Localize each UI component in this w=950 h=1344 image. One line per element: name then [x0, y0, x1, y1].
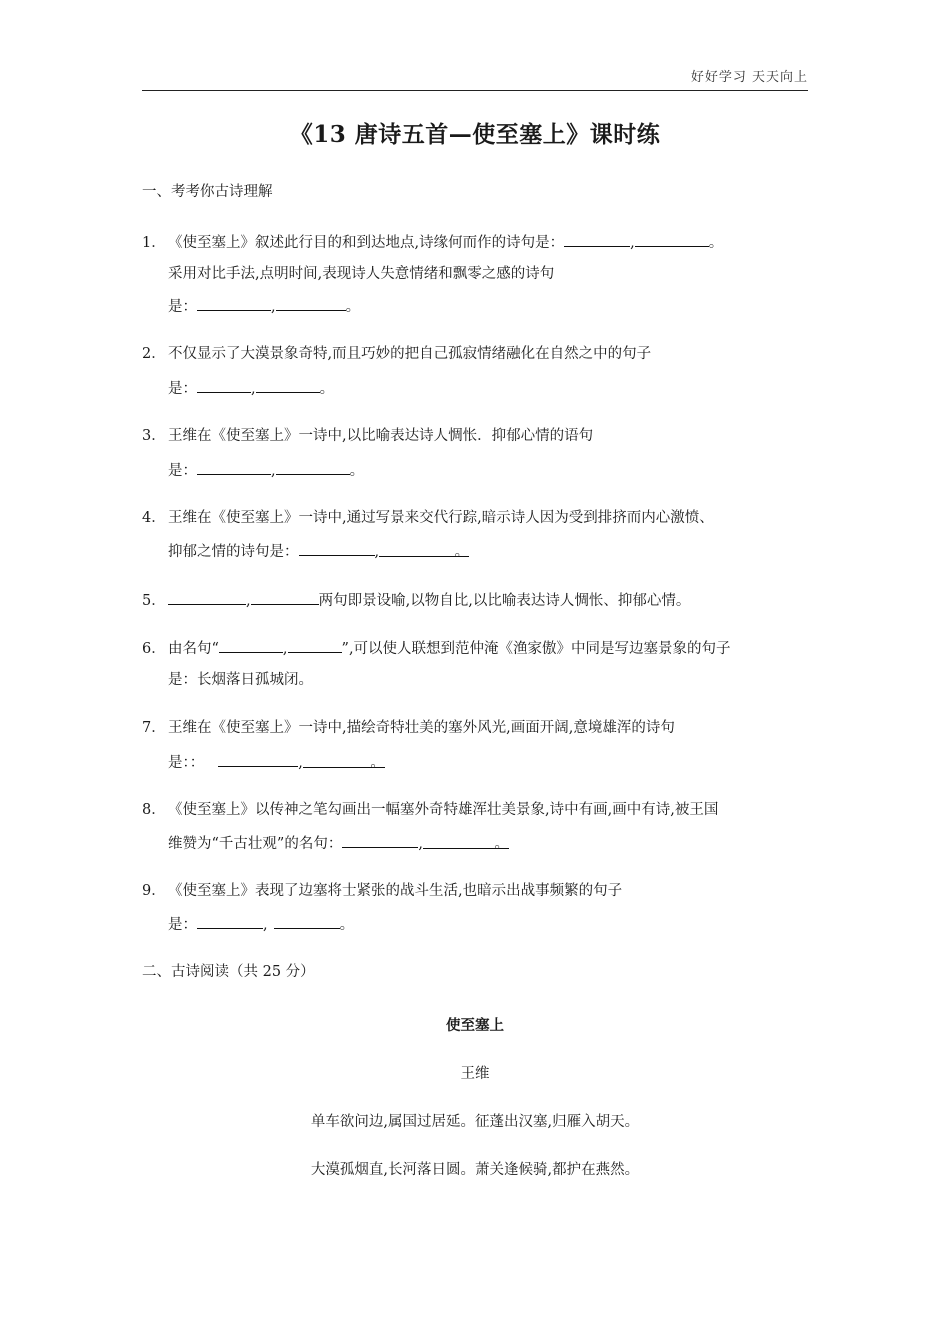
answer-blank[interactable]: 。	[379, 542, 469, 557]
question-9-line-2: 是： , 。	[168, 914, 354, 935]
answer-blank[interactable]	[299, 541, 375, 556]
answer-blank[interactable]: 。	[423, 834, 509, 849]
question-text: 《使至塞上》叙述此行目的和到达地点,诗缘何而作的诗句是：	[168, 235, 565, 251]
answer-blank[interactable]: 。	[303, 753, 385, 768]
question-2	[142, 344, 651, 364]
question-number: 9．	[142, 883, 166, 899]
question-1: 1． 《使至塞上》叙述此行目的和到达地点,诗缘何而作的诗句是： , 。	[142, 232, 723, 253]
question-5: 5． , 两句即景设喻,以物自比,以比喻表达诗人惆怅、抑郁心情。	[142, 590, 690, 611]
answer-blank[interactable]	[288, 638, 342, 653]
question-7	[142, 718, 675, 738]
question-6: 6． 由名句“ , ”,可以使人联想到范仲淹《渔家傲》中同是写边塞景象的句子	[142, 638, 731, 659]
question-1-line-2: 采用对比手法,点明时间,表现诗人失意情绪和飘零之感的诗句	[168, 266, 555, 282]
question-number: 1．	[142, 235, 166, 251]
section-1-heading: 一、考考你古诗理解	[142, 184, 273, 200]
poem-line: 单车欲问边,属国过居延。征蓬出汉塞,归雁入胡天。	[310, 1114, 640, 1130]
section-2-heading: 二、古诗阅读（共 25 分）	[142, 964, 315, 980]
answer-blank[interactable]	[635, 232, 709, 247]
question-1-line-3: 是： , 。	[168, 296, 360, 317]
question-text: 两句即景设喻,以物自比,以比喻表达诗人惆怅、抑郁心情。	[318, 593, 691, 609]
question-text: 不仅显示了大漠景象奇特,而且巧妙的把自己孤寂情绪融化在自然之中的句子	[168, 346, 652, 362]
question-text: 王维在《使至塞上》一诗中,描绘奇特壮美的塞外风光,画面开阔,意境雄浑的诗句	[168, 720, 675, 736]
question-8	[142, 800, 718, 820]
question-2-line-2: 是： , 。	[168, 378, 334, 399]
poem-title: 使至塞上	[446, 1017, 504, 1034]
question-7-line-2: 是：： , 。	[168, 752, 385, 773]
question-8-line-2: 维赞为“千古壮观”的名句： , 。	[168, 833, 509, 854]
question-4	[142, 508, 714, 528]
question-number: 3．	[142, 428, 166, 444]
question-text: 《使至塞上》表现了边塞将士紧张的战斗生活,也暗示出战事频繁的句子	[168, 883, 623, 899]
answer-blank[interactable]	[276, 296, 346, 311]
answer-blank[interactable]	[564, 232, 630, 247]
question-3-line-2: 是： , 。	[168, 460, 364, 481]
poem-line: 大漠孤烟直,长河落日圆。萧关逢候骑,都护在燕然。	[310, 1162, 640, 1178]
question-number: 5．	[142, 593, 166, 609]
page-title: 《13 唐诗五首—使至塞上》课时练	[289, 121, 661, 148]
question-number: 7．	[142, 720, 166, 736]
question-text: 王维在《使至塞上》一诗中,以比喻表达诗人惆怅．抑郁心情的语句	[168, 428, 594, 444]
answer-blank[interactable]	[218, 752, 298, 767]
answer-blank[interactable]	[276, 460, 350, 475]
answer-blank[interactable]	[197, 460, 271, 475]
question-4-line-2: 抑郁之情的诗句是： , 。	[168, 541, 469, 562]
answer-blank[interactable]	[197, 378, 251, 393]
header-text: 好好学习 天天向上	[690, 70, 808, 85]
answer-blank[interactable]	[342, 833, 418, 848]
question-number: 4．	[142, 510, 166, 526]
question-number: 2．	[142, 346, 166, 362]
answer-blank[interactable]	[219, 638, 283, 653]
answer-blank[interactable]	[197, 914, 263, 929]
question-number: 6．	[142, 641, 166, 657]
poem-author: 王维	[460, 1066, 490, 1082]
question-text: 王维在《使至塞上》一诗中,通过写景来交代行踪,暗示诗人因为受到排挤而内心激愤、	[168, 510, 714, 526]
answer-blank[interactable]	[251, 590, 319, 605]
header-rule	[142, 90, 808, 91]
question-number: 8．	[142, 802, 166, 818]
question-6-line-2: 是：长烟落日孤城闭。	[168, 672, 313, 688]
question-9	[142, 881, 622, 901]
answer-blank[interactable]	[197, 296, 271, 311]
answer-blank[interactable]	[256, 378, 320, 393]
question-3	[142, 426, 593, 446]
question-text: 《使至塞上》以传神之笔勾画出一幅塞外奇特雄浑壮美景象,诗中有画,画中有诗,被王国	[168, 802, 719, 818]
answer-blank[interactable]	[274, 914, 340, 929]
answer-blank[interactable]	[168, 590, 246, 605]
